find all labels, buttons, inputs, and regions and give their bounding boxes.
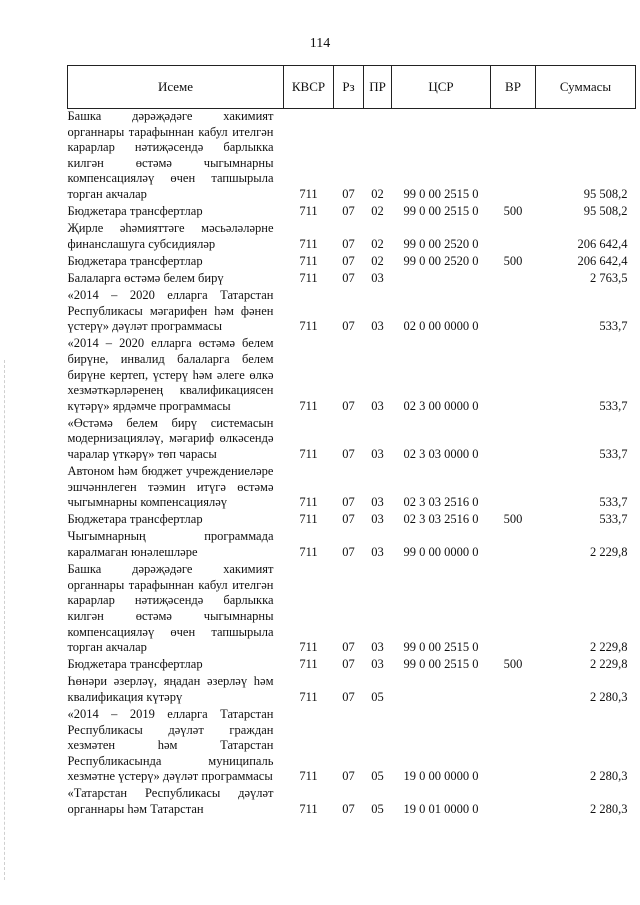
table-row [68, 254, 636, 271]
table-body [68, 109, 636, 820]
cell-vr [491, 786, 536, 819]
cell-kvsr: 711 [299, 495, 318, 510]
cell-rz: 07 [342, 253, 355, 268]
cell-vr [491, 288, 536, 336]
cell-csr: 02 3 00 0000 0 [403, 398, 479, 413]
cell-rz: 07 [342, 236, 355, 251]
cell-rz: 07 [342, 802, 355, 817]
cell-vr: 500 [503, 204, 523, 219]
table-row [68, 512, 636, 529]
cell-pr: 03 [371, 545, 384, 560]
cell-sum: 2 229,8 [590, 640, 628, 655]
cell-vr [491, 674, 536, 707]
cell-pr: 05 [371, 769, 384, 784]
table-row [68, 674, 636, 707]
cell-vr [491, 562, 536, 657]
table-row [68, 707, 636, 786]
cell-csr: 99 0 00 2515 0 [403, 186, 479, 201]
cell-sum: 2 229,8 [590, 657, 628, 672]
cell-pr: 03 [371, 512, 384, 527]
cell-pr: 03 [371, 657, 384, 672]
cell-vr [491, 271, 536, 288]
cell-kvsr: 711 [299, 253, 318, 268]
cell-sum: 206 642,4 [577, 236, 628, 251]
table-row [68, 786, 636, 819]
table-row [68, 464, 636, 512]
cell-sum: 533,7 [599, 512, 628, 527]
cell-rz: 07 [342, 495, 355, 510]
cell-csr: 02 3 03 2516 0 [403, 495, 479, 510]
cell-pr: 03 [371, 270, 384, 285]
cell-name: Башка дәрәҗәдәге хакимият органнары тарафыннан кабул ителгән карарлар нәтиҗәсендә барлыкка килгән өстәмә чыгымнарны компенсацияләү өчен тапшырыла торган акчалар [67, 562, 274, 655]
cell-csr: 99 0 00 2520 0 [403, 236, 479, 251]
cell-rz: 07 [342, 186, 355, 201]
cell-kvsr: 711 [299, 640, 318, 655]
cell-vr [491, 464, 536, 512]
cell-kvsr: 711 [299, 236, 318, 251]
cell-name: Бюджетара трансфертлар [67, 512, 203, 527]
cell-name: «2014 – 2020 елларга өстәмә белем бирүне, инвалид балаларга белем бирүне кертеп, үстерү һәм әлеге өлкә хезмәткәрләренең квалификациясен күтәрү» ярдәмче программасы [67, 336, 274, 413]
cell-pr: 03 [371, 319, 384, 334]
cell-vr: 500 [503, 512, 523, 527]
cell-sum: 533,7 [599, 319, 628, 334]
cell-rz: 07 [342, 270, 355, 285]
cell-kvsr: 711 [299, 319, 318, 334]
cell-rz: 07 [342, 204, 355, 219]
cell-rz: 07 [342, 657, 355, 672]
column-header-name: Исеме [68, 66, 284, 109]
cell-sum: 533,7 [599, 446, 628, 461]
cell-csr: 19 0 01 0000 0 [403, 802, 479, 817]
cell-name: Бюджетара трансфертлар [67, 253, 203, 268]
cell-csr: 19 0 00 0000 0 [403, 769, 479, 784]
column-header-vr: ВР [491, 66, 536, 109]
column-header-csr: ЦСР [392, 66, 491, 109]
table-row [68, 109, 636, 205]
cell-vr: 500 [503, 253, 523, 268]
cell-name: Чыгымнарның программада каралмаган юнәлешләре [67, 529, 274, 560]
cell-sum: 533,7 [599, 398, 628, 413]
cell-name: Балаларга өстәмә белем бирү [67, 270, 224, 285]
cell-vr: 500 [503, 657, 523, 672]
page-number: 114 [309, 36, 331, 51]
cell-kvsr: 711 [299, 186, 318, 201]
cell-rz: 07 [342, 319, 355, 334]
column-header-sum: Суммасы [536, 66, 636, 109]
cell-name: Автоном һәм бюджет учреждениеләре эшчәннлеген тәэмин итүгә өстәмә чыгымнарны компенсацияләү [67, 464, 274, 510]
column-header-pr: ПР [364, 66, 392, 109]
cell-sum: 533,7 [599, 495, 628, 510]
cell-name: «2014 – 2019 елларга Татарстан Республикасы дәүләт граждан хезмәтен һәм Татарстан Республикасында муниципаль хезмәтне үстерү» дәүләт программасы [67, 706, 274, 784]
cell-name: «Өстәмә белем бирү системасын модернизацияләү, мәгариф өлкәсендә чаралар үткәрү» төп чарасы [67, 415, 274, 461]
table-header [68, 66, 636, 109]
margin-fold-line [4, 360, 6, 880]
cell-pr: 03 [371, 398, 384, 413]
cell-kvsr: 711 [299, 769, 318, 784]
cell-pr: 05 [371, 689, 384, 704]
cell-csr: 02 3 03 0000 0 [403, 446, 479, 461]
cell-pr: 03 [371, 446, 384, 461]
cell-vr [491, 707, 536, 786]
cell-csr: 99 0 00 2515 0 [403, 640, 479, 655]
cell-rz: 07 [342, 512, 355, 527]
table-row [68, 657, 636, 674]
cell-name: «Татарстан Республикасы дәүләт органнары һәм Татарстан [67, 786, 274, 817]
cell-vr [491, 416, 536, 464]
cell-kvsr: 711 [299, 802, 318, 817]
cell-kvsr: 711 [299, 204, 318, 219]
cell-vr [491, 529, 536, 562]
cell-rz: 07 [342, 446, 355, 461]
cell-rz: 07 [342, 689, 355, 704]
column-header-rz: Рз [334, 66, 364, 109]
cell-sum: 95 508,2 [583, 186, 628, 201]
cell-csr: 02 3 03 2516 0 [403, 512, 479, 527]
cell-kvsr: 711 [299, 545, 318, 560]
cell-csr: 99 0 00 0000 0 [403, 545, 479, 560]
cell-csr: 99 0 00 2515 0 [403, 657, 479, 672]
cell-pr: 03 [371, 495, 384, 510]
budget-table [67, 65, 636, 819]
cell-pr: 03 [371, 640, 384, 655]
cell-csr: 99 0 00 2515 0 [403, 204, 479, 219]
cell-rz: 07 [342, 769, 355, 784]
cell-sum: 2 280,3 [590, 769, 628, 784]
cell-csr [392, 271, 491, 288]
cell-rz: 07 [342, 640, 355, 655]
cell-rz: 07 [342, 545, 355, 560]
cell-sum: 2 229,8 [590, 545, 628, 560]
table-row [68, 288, 636, 336]
table-row [68, 221, 636, 254]
cell-sum: 95 508,2 [583, 204, 628, 219]
table-row [68, 204, 636, 221]
cell-kvsr: 711 [299, 657, 318, 672]
cell-vr [491, 221, 536, 254]
cell-name: Җирле әһәмияттәге мәсьәләләрне финанслашуга субсидияләр [67, 221, 274, 251]
cell-pr: 05 [371, 802, 384, 817]
cell-name: Бюджетара трансфертлар [67, 204, 203, 219]
cell-pr: 02 [371, 186, 384, 201]
cell-sum: 2 763,5 [590, 270, 628, 285]
cell-name: Башка дәрәҗәдәге хакимият органнары тарафыннан кабул ителгән карарлар нәтиҗәсендә барлыкка килгән өстәмә чыгымнарны компенсацияләү өчен тапшырыла торган акчалар [67, 109, 274, 201]
cell-csr: 02 0 00 0000 0 [403, 319, 479, 334]
cell-kvsr: 711 [299, 446, 318, 461]
cell-kvsr: 711 [299, 512, 318, 527]
cell-csr: 99 0 00 2520 0 [403, 253, 479, 268]
cell-sum: 2 280,3 [590, 689, 628, 704]
cell-pr: 02 [371, 236, 384, 251]
cell-rz: 07 [342, 398, 355, 413]
cell-name: Һөнәри әзерләү, яңадан әзерләү һәм квалификация күтәрү [67, 674, 274, 704]
table-row [68, 562, 636, 657]
table-row [68, 529, 636, 562]
column-header-kvsr: КВСР [284, 66, 334, 109]
cell-kvsr: 711 [299, 398, 318, 413]
cell-pr: 02 [371, 204, 384, 219]
table-row [68, 271, 636, 288]
cell-sum: 2 280,3 [590, 802, 628, 817]
table-row [68, 416, 636, 464]
cell-vr [491, 336, 536, 415]
cell-name: «2014 – 2020 елларга Татарстан Республикасы мәгарифен һәм фәнен үстерү» дәүләт программасы [67, 288, 274, 334]
cell-kvsr: 711 [299, 689, 318, 704]
cell-kvsr: 711 [299, 270, 318, 285]
cell-csr [392, 674, 491, 707]
cell-sum: 206 642,4 [577, 253, 628, 268]
cell-vr [491, 109, 536, 205]
cell-name: Бюджетара трансфертлар [67, 657, 203, 672]
cell-pr: 02 [371, 253, 384, 268]
table-row [68, 336, 636, 415]
